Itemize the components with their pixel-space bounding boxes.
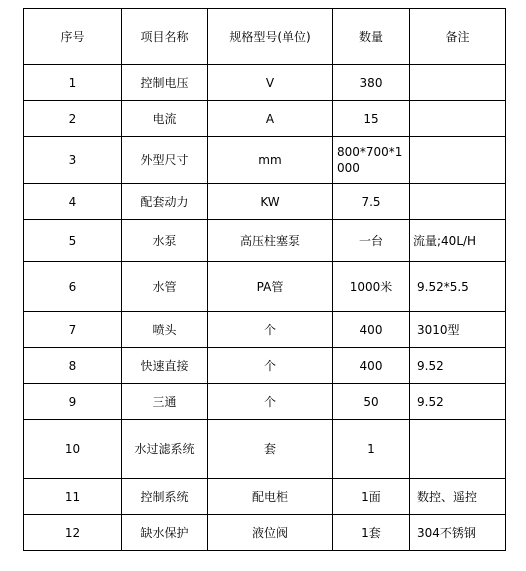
cell-spec: PA管 bbox=[208, 262, 333, 312]
cell-no: 11 bbox=[24, 479, 122, 515]
cell-no: 7 bbox=[24, 312, 122, 348]
cell-no: 4 bbox=[24, 184, 122, 220]
cell-spec: 液位阀 bbox=[208, 515, 333, 551]
cell-name: 水过滤系统 bbox=[122, 420, 208, 479]
cell-note: 9.52 bbox=[410, 384, 506, 420]
cell-qty: 一台 bbox=[333, 220, 410, 262]
cell-qty: 1面 bbox=[333, 479, 410, 515]
header-qty: 数量 bbox=[333, 9, 410, 65]
table-header-row bbox=[24, 9, 506, 65]
cell-spec: 套 bbox=[208, 420, 333, 479]
cell-no: 8 bbox=[24, 348, 122, 384]
spec-table bbox=[23, 8, 506, 551]
cell-note: 数控、遥控 bbox=[410, 479, 506, 515]
table-row bbox=[24, 262, 506, 312]
cell-no: 1 bbox=[24, 65, 122, 101]
cell-name: 电流 bbox=[122, 101, 208, 137]
cell-note bbox=[410, 137, 506, 184]
cell-qty: 380 bbox=[333, 65, 410, 101]
cell-qty: 7.5 bbox=[333, 184, 410, 220]
cell-note bbox=[410, 184, 506, 220]
cell-name: 快速直接 bbox=[122, 348, 208, 384]
cell-name: 配套动力 bbox=[122, 184, 208, 220]
cell-qty: 1套 bbox=[333, 515, 410, 551]
cell-spec: KW bbox=[208, 184, 333, 220]
table-row bbox=[24, 312, 506, 348]
cell-qty: 1000米 bbox=[333, 262, 410, 312]
cell-note bbox=[410, 420, 506, 479]
table-row bbox=[24, 137, 506, 184]
table-row bbox=[24, 515, 506, 551]
cell-note: 304不锈钢 bbox=[410, 515, 506, 551]
cell-qty: 400 bbox=[333, 348, 410, 384]
table-row bbox=[24, 420, 506, 479]
table-row bbox=[24, 101, 506, 137]
header-spec: 规格型号(单位) bbox=[208, 9, 333, 65]
cell-no: 10 bbox=[24, 420, 122, 479]
cell-spec: 个 bbox=[208, 312, 333, 348]
cell-name: 控制电压 bbox=[122, 65, 208, 101]
cell-name: 缺水保护 bbox=[122, 515, 208, 551]
cell-note bbox=[410, 101, 506, 137]
cell-spec: A bbox=[208, 101, 333, 137]
cell-name: 控制系统 bbox=[122, 479, 208, 515]
table-row bbox=[24, 384, 506, 420]
cell-spec: 配电柜 bbox=[208, 479, 333, 515]
cell-qty: 400 bbox=[333, 312, 410, 348]
table-row bbox=[24, 479, 506, 515]
cell-spec: V bbox=[208, 65, 333, 101]
cell-name: 水管 bbox=[122, 262, 208, 312]
cell-spec: mm bbox=[208, 137, 333, 184]
cell-no: 5 bbox=[24, 220, 122, 262]
header-no: 序号 bbox=[24, 9, 122, 65]
cell-note: 3010型 bbox=[410, 312, 506, 348]
table-row bbox=[24, 220, 506, 262]
cell-qty: 15 bbox=[333, 101, 410, 137]
cell-name: 外型尺寸 bbox=[122, 137, 208, 184]
cell-name: 三通 bbox=[122, 384, 208, 420]
cell-name: 水泵 bbox=[122, 220, 208, 262]
cell-no: 12 bbox=[24, 515, 122, 551]
table-row bbox=[24, 65, 506, 101]
cell-name: 喷头 bbox=[122, 312, 208, 348]
cell-spec: 个 bbox=[208, 348, 333, 384]
header-note: 备注 bbox=[410, 9, 506, 65]
header-name: 项目名称 bbox=[122, 9, 208, 65]
cell-note: 9.52*5.5 bbox=[410, 262, 506, 312]
table-row bbox=[24, 348, 506, 384]
cell-note: 流量;40L/H bbox=[410, 220, 506, 262]
cell-no: 2 bbox=[24, 101, 122, 137]
cell-spec: 高压柱塞泵 bbox=[208, 220, 333, 262]
cell-qty: 50 bbox=[333, 384, 410, 420]
cell-qty: 1 bbox=[333, 420, 410, 479]
cell-no: 9 bbox=[24, 384, 122, 420]
cell-no: 6 bbox=[24, 262, 122, 312]
cell-note: 9.52 bbox=[410, 348, 506, 384]
table-row bbox=[24, 184, 506, 220]
cell-qty: 800*700*1000 bbox=[333, 137, 410, 184]
cell-spec: 个 bbox=[208, 384, 333, 420]
cell-note bbox=[410, 65, 506, 101]
cell-no: 3 bbox=[24, 137, 122, 184]
